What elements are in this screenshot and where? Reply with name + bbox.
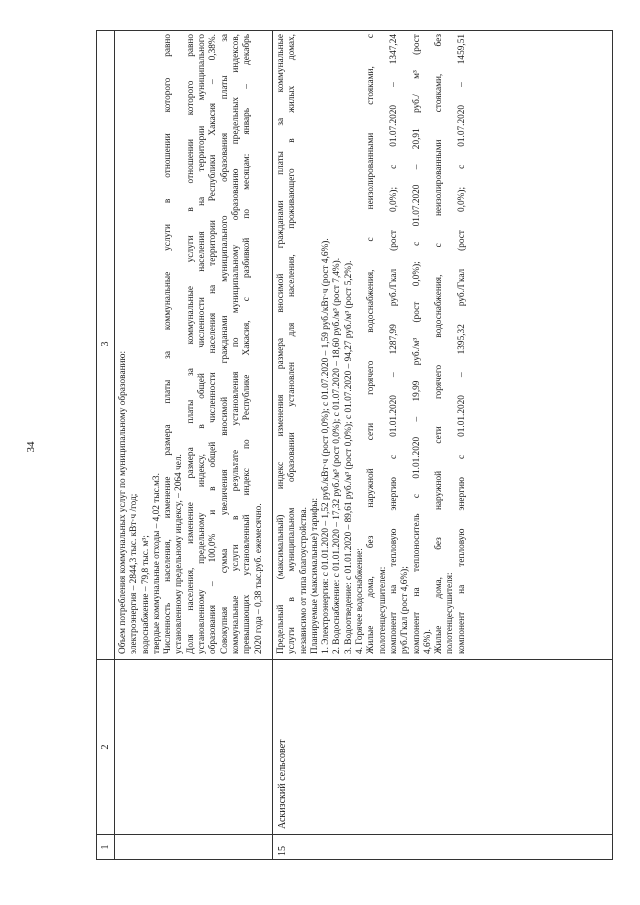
text-line: электроэнергия – 2844,3 тыс. кВт·ч /год; [129,493,140,654]
row-municipality [115,659,272,834]
text-line: полотенцесушителя: [445,572,456,654]
page-number: 34 [25,441,37,453]
rotated-table-container [96,30,613,860]
row-description [115,30,272,659]
text-line: образования – 100,0% и в общей численности населения на территории Республики Хакасия – 0,38%. [208,34,219,654]
text-line: установленному предельному индексу, – 2064 чел. [174,454,185,654]
text-line: Доля населения, изменение размера платы за коммунальные услуги в отношении которого равно [185,34,196,654]
text-line: компонент на тепловую энергию с 01.01.2020 – 1395,32 руб./Гкал (рост 0,0%); с 01.07.2020 – 1459,51 [456,34,467,654]
text-line: 2020 года – 0,38 тыс.руб. ежемесячно. [253,503,264,654]
text-line: 3. Водоотведение: с 01.01.2020 – 89,61 руб./м³ (рост 0,0%); с 01.07.2020 – 94,27 руб./м³ (рост 5,2%). [343,260,354,654]
header-col-1: 1 [97,834,114,859]
text-line: Предельный (максимальный) индекс изменения размера вносимой гражданами платы за коммунальные [276,34,286,654]
table-row [273,30,613,859]
row-description [273,30,613,659]
row-municipality: Аскизский сельсовет [273,659,613,834]
text-line: компонент на тепловую энергию с 01.01.2020 – 1287,99 руб./Гкал (рост 0,0%); с 01.07.2020 – 1347,24 [388,34,399,654]
text-line: компонент на теплоноситель с 01.01.2020 – 19,99 руб./м³ (рост 0,0%); с 01.07.2020 – 20,91 руб./ м³ (рост [411,34,422,654]
text-line: Объем потребления коммунальных услуг по муниципальному образованию: [118,350,128,654]
text-line: 1. Электроэнергия: с 01.01.2020 – 1,52 руб./кВт·ч (рост 0,0%); с 01.07.2020 – 1,59 руб./кВт·ч (рост 4,6%). [321,238,332,654]
text-line: услуги в муниципальном образовании установлен для населения, проживающего в жилых домах, [287,34,298,654]
text-line: коммунальные услуги в результате установления по муниципальному образованию предельных индексов, [230,34,241,654]
text-line: 4. Горячее водоснабжение: [355,548,366,654]
text-line: полотенцесушителем: [377,566,388,654]
text-line: Совокупная сумма увеличения вносимой гражданами муниципального образования платы за [219,34,230,654]
header-col-2: 2 [97,659,114,834]
text-line: Планируемые (максимальные) тарифы: [309,497,320,654]
table-header-row [97,30,115,859]
data-table [96,30,613,860]
text-line: Жилые дома, без наружной сети горячего водоснабжения, с неизолированными стояками, с [366,34,377,654]
text-line: установленному предельному индексу, в общей численности населения на территории муниципального [197,34,208,654]
row-number: 15 [273,834,613,859]
text-line: превышающих установленный индекс по Республике Хакасия, с разбивкой по месяцам: январь – декабрь [242,34,253,654]
text-line: Численность населения, изменение размера платы за коммунальные услуги в отношении которого равно [163,34,174,654]
text-line: твердые коммунальные отходы – 4,02 тыс.м3. [151,473,162,654]
text-line: руб./Гкал (рост 4,6%); [400,566,411,654]
text-line: водоснабжение – 79,8 тыс. м³; [140,535,151,654]
row-number [115,834,272,859]
text-line: 4,6%). [422,629,433,654]
text-line: независимо от типа благоустройства. [298,507,309,654]
text-line: Жилые дома, без наружной сети горячего водоснабжения, с неизолированными стояками, без [434,34,445,654]
header-col-3: 3 [100,341,111,347]
table-row [115,30,273,859]
text-line: 2. Водоснабжение: с 01.01.2020 – 17,32 руб./м³ (рост 0,0%); с 01.07.2020 – 18,60 руб./м³ (рост 7,4%). [332,257,343,654]
